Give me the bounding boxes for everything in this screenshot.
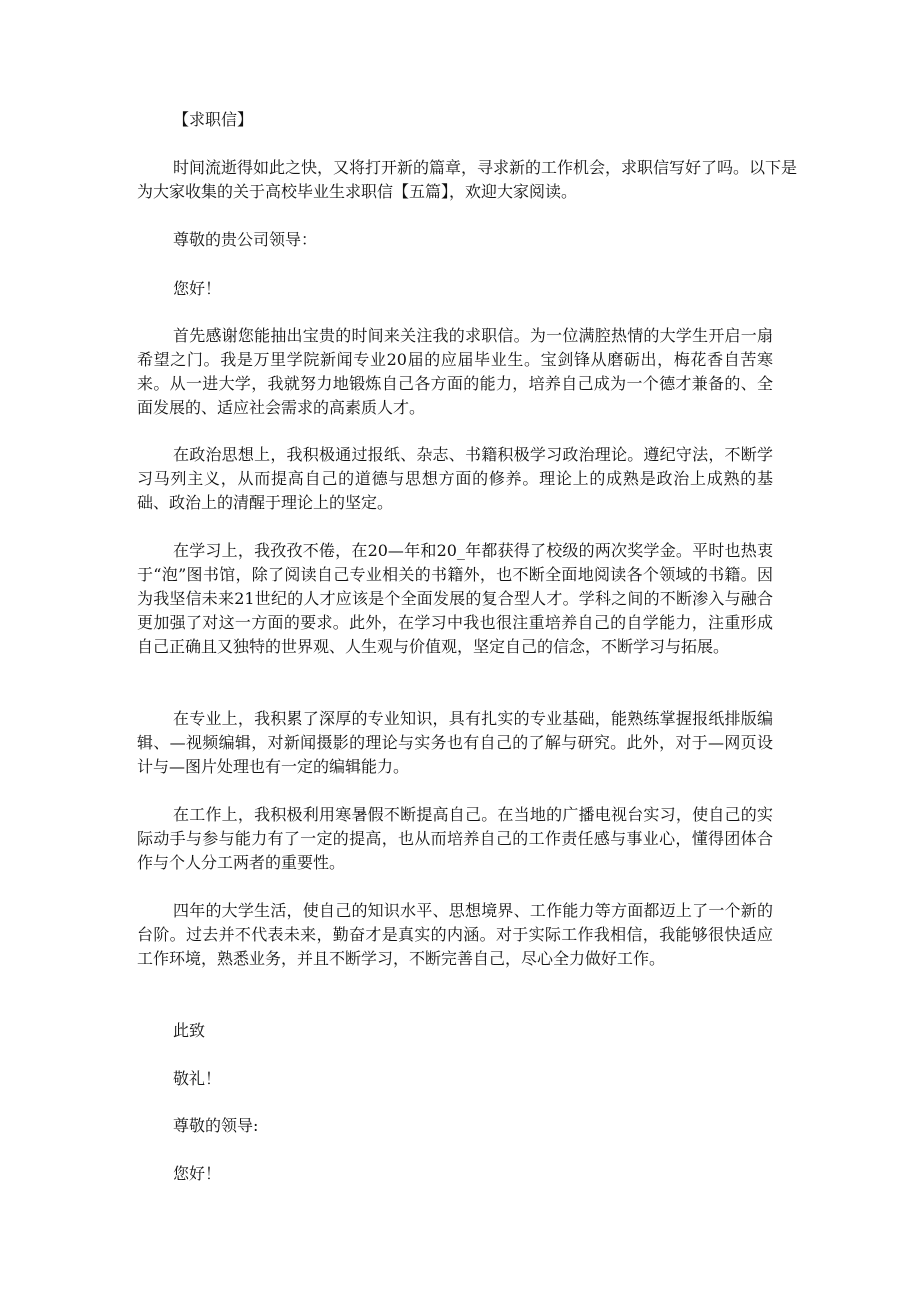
- body-paragraph-6: 四年的大学生活，使自己的知识水平、思想境界、工作能力等方面都迈上了一个新的台阶。过去并不代表未来，勤奋才是真实的内涵。对于实际工作我相信，我能够很快适应工作环境，熟悉业务，并且不断学习，不断完善自己，尽心全力做好工作。: [137, 901, 773, 968]
- body-paragraph-4: 在专业上，我积累了深厚的专业知识，具有扎实的专业基础，能熟练掌握报纸排版编辑、—视频编辑，对新闻摄影的理论与实务也有自己的了解与研究。此外，对于—网页设计与—图片处理也有一定的编辑能力。: [137, 709, 773, 776]
- greeting: 您好！: [173, 279, 222, 298]
- salutation-2: 尊敬的领导:: [173, 1116, 259, 1135]
- greeting-2: 您好！: [173, 1164, 222, 1183]
- salutation: 尊敬的贵公司领导：: [173, 230, 318, 249]
- body-paragraph-5: 在工作上，我积极利用寒暑假不断提高自己。在当地的广播电视台实习，使自己的实际动手与参与能力有了一定的提高，也从而培养自己的工作责任感与事业心，懂得团体合作与个人分工两者的重要性。: [137, 805, 773, 872]
- body-paragraph-1: 首先感谢您能抽出宝贵的时间来关注我的求职信。为一位满腔热情的大学生开启一扇希望之门。我是万里学院新闻专业20届的应届毕业生。宝剑锋从磨砺出，梅花香自苦寒来。从一进大学，我就努力地锻炼自己各方面的能力，培养自己成为一个德才兼备的、全面发展的、适应社会需求的高素质人才。: [137, 326, 773, 417]
- intro-paragraph: 时间流逝得如此之快，又将打开新的篇章，寻求新的工作机会，求职信写好了吗。以下是为大家收集的关于高校毕业生求职信【五篇】，欢迎大家阅读。: [137, 158, 798, 201]
- body-paragraph-3: 在学习上，我孜孜不倦，在20—年和20_年都获得了校级的两次奖学金。平时也热衷于“泡”图书馆，除了阅读自己专业相关的书籍外，也不断全面地阅读各个领域的书籍。因为我坚信未来21世纪的人才应该是个全面发展的复合型人才。学科之间的不断渗入与融合更加强了对这一方面的要求。此外，在学习中我也很注重培养自己的自学能力，注重形成自己正确且又独特的世界观、人生观与价值观，坚定自己的信念，不断学习与拓展。: [137, 541, 773, 656]
- document-title: 【求职信】: [173, 110, 254, 129]
- closing-line-1: 此致: [173, 1021, 206, 1040]
- closing-line-2: 敬礼！: [173, 1069, 222, 1088]
- body-paragraph-2: 在政治思想上，我积极通过报纸、杂志、书籍积极学习政治理论。遵纪守法，不断学习马列主义，从而提高自己的道德与思想方面的修养。理论上的成熟是政治上成熟的基础、政治上的清醒于理论上的坚定。: [137, 445, 773, 512]
